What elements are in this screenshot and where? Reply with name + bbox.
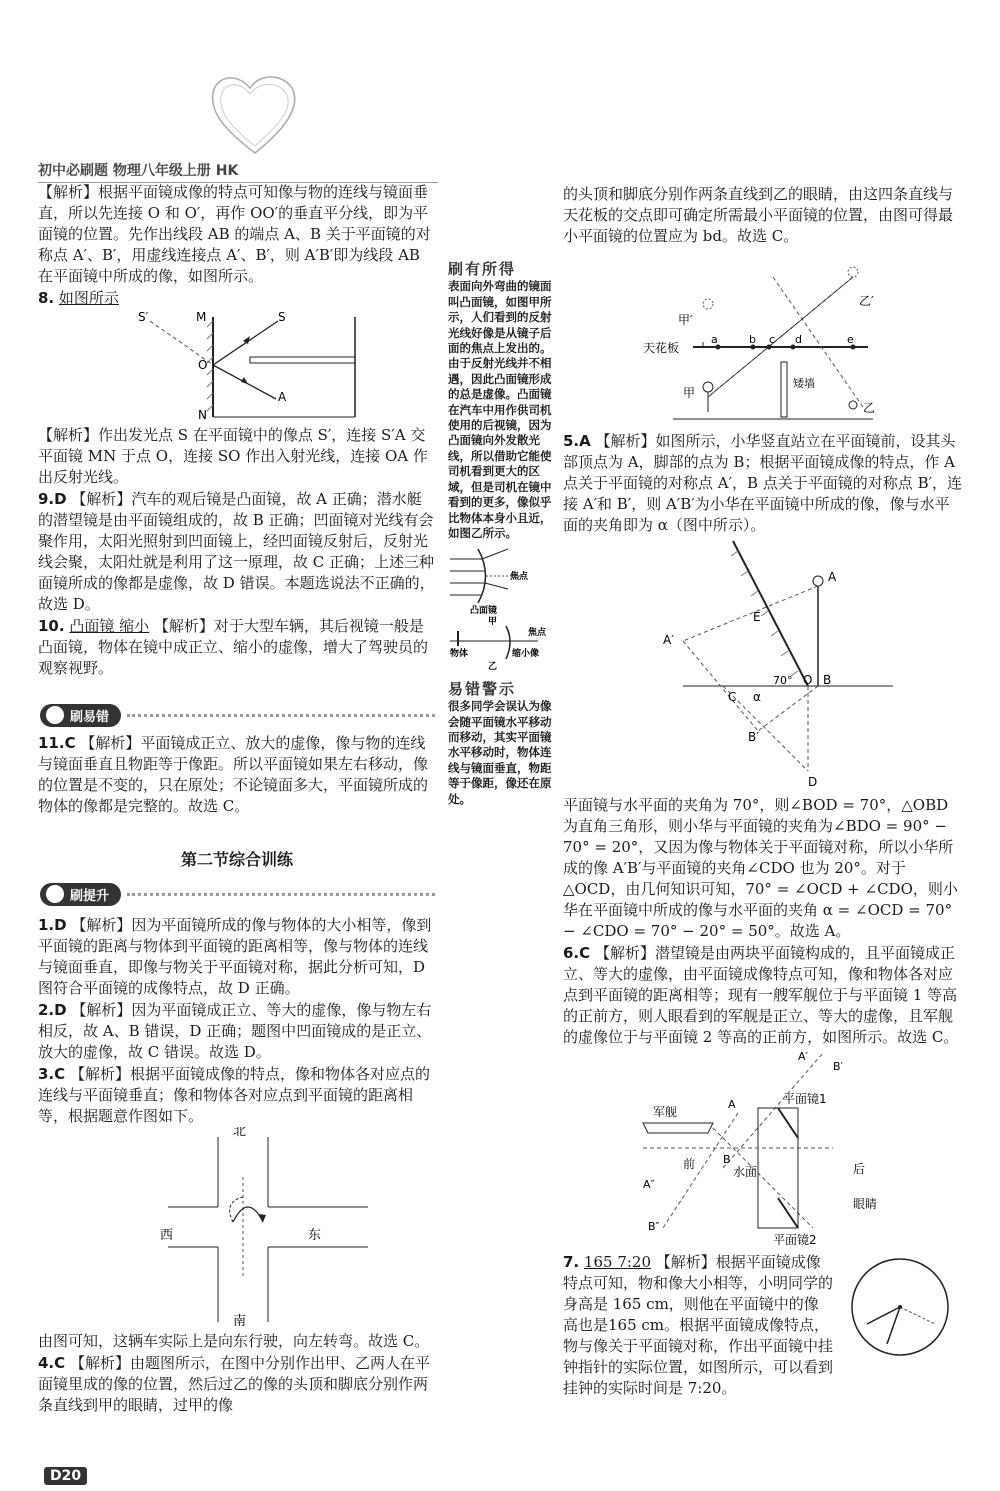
fig-convex-obj: 物体 bbox=[450, 649, 469, 660]
bar-advance-label: 刷提升 bbox=[40, 883, 121, 906]
fig8-label-s: S bbox=[278, 310, 286, 324]
q7-blank: 165 7:20 bbox=[583, 1253, 652, 1271]
fig5-alpha: α bbox=[753, 690, 761, 704]
section-title: 第二节综合训练 bbox=[180, 850, 293, 869]
figure-q6-periscope bbox=[563, 1048, 963, 1248]
q5-conclusion: 平面镜与水平面的夹角为 70°，则∠BOD = 70°，△OBD 为直角三角形，则小华与平面镜的夹角为∠BDO = 90° − 70° = 20°，又因为像与物体关于平面镜对称，所以小华所成的像 A′B′与平面镜的夹角∠CDO 也为 20°。对于△OCD，由几何知识可知，70° = ∠OCD + ∠CDO，则小华在平面镜中所成的像与水平面的夹角 α = ∠OCD = 70° − ∠CDO = 70° − 20° = 50°。故选 A。 bbox=[563, 796, 958, 940]
fig5-ang: 70° bbox=[773, 674, 793, 687]
q3-number: 3.C bbox=[38, 1065, 66, 1083]
fig4-short: 矮墙 bbox=[793, 377, 815, 390]
fig5-b1: B′ bbox=[748, 730, 759, 744]
left-column bbox=[38, 182, 436, 679]
q1-number: 1.D bbox=[38, 916, 67, 934]
fig6-back: 后 bbox=[853, 1162, 866, 1176]
brush-icon bbox=[46, 885, 64, 903]
side-notes bbox=[448, 262, 553, 807]
q2-number: 2.D bbox=[38, 1001, 67, 1019]
fig8-label-o: O bbox=[198, 358, 208, 372]
q7-analysis-text: 【解析】根据平面镜成像的特点可知像与物的连线与镜面垂直，所以先连接 O 和 O′，再作 OO′的垂直平分线，即为平面镜的位置。先作出线段 AB 的端点 A、B 关于平面镜的对称点 A′、B′，用虚线连接点 A′、B′，则 A′B′即为线段 AB 在平面镜中所成的像，如图所示。 bbox=[38, 183, 431, 285]
figure-q8-mirror bbox=[38, 309, 436, 421]
left-column-2 bbox=[38, 733, 436, 817]
q11-answer bbox=[38, 733, 436, 817]
q8-analysis: 【解析】作出发光点 S 在平面镜中的像点 S′，连接 S′A 交平面镜 MN 于点 O，连接 SO 作出入射光线，连接 OA 作出反射光线。 bbox=[38, 426, 428, 486]
q8-number: 8. bbox=[38, 289, 55, 307]
fig4-c: c bbox=[769, 333, 776, 346]
dotted-divider bbox=[127, 714, 435, 717]
section-bar-advance bbox=[40, 882, 435, 906]
fig4-yi1: 乙′ bbox=[859, 294, 874, 308]
fig4-jia: 甲 bbox=[683, 386, 696, 400]
fig3-north: 北 bbox=[233, 1127, 247, 1139]
side-text-warning: 很多同学会误认为像会随平面镜水平移动而移动，其实平面镜水平移动时，物体连线与镜面垂直，物距等于像距，像还在原处。 bbox=[448, 699, 552, 806]
side-text-convex: 表面向外弯曲的镜面叫凸面镜，如图甲所示，人们看到的反射光线好像是从镜子后面的焦点上发出的。由于反射光线并不相遇，因此凸面镜形成的总是虚像。凸面镜在汽车中用作供司机使用的后视镜，因为凸面镜向外发散光线，所以借助它能使司机看到更大的区域，但是司机在镜中看到的更多，像似乎比物体本身小且近，如图乙所示。 bbox=[448, 279, 552, 540]
fig6-b: B bbox=[723, 1153, 731, 1166]
fig6-b2: B″ bbox=[648, 1220, 660, 1233]
fig6-front: 前 bbox=[683, 1157, 696, 1171]
fig8-label-s1: S′ bbox=[138, 310, 149, 324]
fig5-d: D bbox=[808, 775, 818, 789]
figure-q5-inclined-mirror bbox=[563, 536, 963, 791]
fig-convex-img: 缩小像 bbox=[512, 649, 540, 660]
fig4-d: d bbox=[795, 333, 802, 346]
fig-convex-yi: 乙 bbox=[488, 662, 498, 672]
q11-number: 11.C bbox=[38, 734, 76, 752]
fig-convex-label: 凸面镜 bbox=[470, 606, 498, 617]
q6-answer bbox=[563, 943, 963, 1048]
fig3-east: 东 bbox=[308, 1228, 322, 1243]
q7-text: 【解析】根据平面镜成像特点可知，物和像大小相等，小明同学的身高是 165 cm，则他在平面镜中的像高也是165 cm。根据平面镜成像特点，物与像关于平面镜对称，作出平面镜中挂钟指针的实际位置，如图所示，可以看到挂钟的实际时间是 7:20。 bbox=[563, 1253, 834, 1397]
q4-text: 【解析】由题图所示，在图中分别作出甲、乙两人在平面镜里成的像的位置，然后过乙的像的头顶和脚底分别作两条直线到甲的眼睛，过甲的像 bbox=[38, 1354, 430, 1414]
q10-blank: 凸面镜 缩小 bbox=[69, 617, 150, 635]
fig8-label-m: M bbox=[196, 310, 207, 324]
q6-text: 【解析】潜望镜是由两块平面镜构成的，且平面镜成正立、等大的虚像，由平面镜成像特点可知，像和物体各对应点到平面镜的距离相等；现有一艘军舰位于与平面镜 1 等高的正前方，则人眼看到的军舰是正立、等大的虚像，且军舰的虚像位于与平面镜 2 等高的正前方，如图所示。故选 C。 bbox=[563, 944, 959, 1046]
fig4-jia1: 甲′ bbox=[678, 313, 693, 327]
fig-convex-focus2: 焦点 bbox=[528, 628, 547, 639]
fig4-e: e bbox=[847, 333, 854, 346]
q8-answer bbox=[38, 288, 436, 309]
fig4-ceiling: 天花板 bbox=[643, 341, 680, 355]
q1-answer bbox=[38, 915, 436, 999]
q4-continued: 的头顶和脚底分别作两条直线到乙的眼睛，由这四条直线与天花板的交点即可确定所需最小平面镜的位置，由图可得最小平面镜的位置应为 bd。故选 C。 bbox=[563, 185, 954, 245]
q1-text: 【解析】因为平面镜所成的像与物体的大小相等，像到平面镜的距离与物体到平面镜的距离相等，像与物体的连线与镜面垂直，即像与物关于平面镜对称，据此分析可知，D 图符合平面镜的成像特点，故 D 正确。 bbox=[38, 916, 432, 997]
side-head-gain: 刷有所得 bbox=[448, 260, 517, 278]
q7-number: 7. bbox=[563, 1253, 580, 1271]
q11-text: 【解析】平面镜成正立、放大的虚像，像与物的连线与镜面垂直且物距等于像距。所以平面镜如果左右移动，像的位置是不变的，只在原处；不论镜面多大，平面镜所成的物体的像都是完整的。故选 C。 bbox=[38, 734, 429, 815]
right-column bbox=[563, 184, 963, 1399]
dotted-divider bbox=[127, 893, 435, 896]
fig5-a1: A′ bbox=[663, 633, 674, 647]
q5-answer bbox=[563, 431, 963, 536]
fig3-west: 西 bbox=[160, 1228, 174, 1243]
heart-stamp-icon bbox=[205, 68, 305, 160]
fig5-o: O bbox=[803, 673, 813, 687]
q9-answer bbox=[38, 489, 436, 615]
q8-answer-text: 如图所示 bbox=[58, 289, 119, 307]
page-header: 初中必刷题 物理八年级上册 HK bbox=[38, 160, 438, 183]
fig8-label-n: N bbox=[198, 408, 207, 421]
fig-convex-jia: 甲 bbox=[488, 617, 498, 628]
q2-answer bbox=[38, 1000, 436, 1063]
figure-q3-crossroad bbox=[38, 1127, 436, 1327]
figure-q4-ceiling bbox=[563, 247, 963, 427]
fig6-a: A bbox=[728, 1098, 736, 1111]
fig6-b1: B′ bbox=[833, 1060, 844, 1073]
brush-icon bbox=[46, 706, 64, 724]
fig6-water: 水面 bbox=[733, 1165, 758, 1179]
fig6-a1: A′ bbox=[798, 1050, 809, 1063]
fig5-e: E bbox=[753, 610, 761, 624]
q7-answer bbox=[563, 1252, 833, 1399]
fig6-ship: 军舰 bbox=[653, 1105, 678, 1119]
q4-number: 4.C bbox=[38, 1354, 66, 1372]
q3-text: 【解析】根据平面镜成像的特点，像和物体各对应点的连线与平面镜垂直；像和物体各对应点到平面镜的距离相等，根据题意作图如下。 bbox=[38, 1065, 430, 1125]
fig-convex-focus: 焦点 bbox=[510, 572, 529, 583]
q2-text: 【解析】因为平面镜成正立、等大的虚像，像与物左右相反，故 A、B 错误，D 正确；题图中凹面镜成的是正立、放大的虚像，故 C 错误。故选 D。 bbox=[38, 1001, 432, 1061]
fig5-b: B bbox=[823, 673, 832, 687]
bar-mistakes-label: 刷易错 bbox=[40, 704, 121, 727]
q5-number: 5.A bbox=[563, 432, 591, 450]
fig6-eye: 眼睛 bbox=[853, 1197, 878, 1211]
q9-number: 9.D bbox=[38, 490, 67, 508]
fig8-label-a: A bbox=[278, 390, 287, 404]
side-head-warning: 易错警示 bbox=[448, 679, 517, 698]
fig6-m1: 平面镜1 bbox=[783, 1092, 827, 1106]
q10-answer bbox=[38, 616, 436, 679]
q3-conclusion: 由图可知，这辆车实际上是向东行驶，向左转弯。故选 C。 bbox=[38, 1332, 430, 1350]
q9-text: 【解析】汽车的观后镜是凸面镜，故 A 正确；潜水艇的潜望镜是由平面镜组成的，故 B 正确；凹面镜对光线有会聚作用，太阳光照射到凹面镜上，经凹面镜反射后，反射光线会聚，太阳灶就是利用了这一原理，故 C 正确；上述三种面镜所成的像都是虚像，故 D 错误。本题选说法不正确的，故选 D。 bbox=[38, 490, 435, 613]
clock-icon bbox=[845, 1252, 955, 1362]
fig5-a: A bbox=[828, 570, 837, 584]
figure-convex-mirror bbox=[448, 541, 553, 671]
q5-text: 【解析】如图所示，小华竖直站立在平面镜前，设其头部顶点为 A，脚部的点为 B；根据平面镜成像的特点，作 A 点关于平面镜的对称点 A′，B 点关于平面镜的对称点 B′，连接 A′和 B′，则 A′B′为小华在平面镜中所成的像，像与水平面的夹角即为 α（图中所示）。 bbox=[563, 432, 962, 534]
section-bar-mistakes bbox=[40, 703, 435, 727]
q4-answer bbox=[38, 1353, 436, 1416]
q10-text: 【解析】对于大型车辆，其后视镜一般是凸面镜，物体在镜中成正立、缩小的虚像，增大了驾驶员的观察视野。 bbox=[38, 617, 429, 677]
fig4-a: a bbox=[711, 333, 718, 346]
fig4-yi: 乙 bbox=[863, 401, 876, 415]
left-column-3 bbox=[38, 915, 436, 1416]
fig3-south: 南 bbox=[233, 1314, 247, 1327]
q3-answer bbox=[38, 1064, 436, 1127]
fig6-m2: 平面镜2 bbox=[773, 1233, 817, 1247]
q6-number: 6.C bbox=[563, 944, 591, 962]
q7-block bbox=[563, 1252, 963, 1399]
fig4-b: b bbox=[749, 333, 756, 346]
fig5-c: C bbox=[728, 690, 737, 704]
fig6-a2: A″ bbox=[643, 1178, 655, 1191]
q10-number: 10. bbox=[38, 617, 65, 635]
page-number: D20 bbox=[44, 1467, 87, 1485]
stamp-logo bbox=[205, 68, 305, 160]
